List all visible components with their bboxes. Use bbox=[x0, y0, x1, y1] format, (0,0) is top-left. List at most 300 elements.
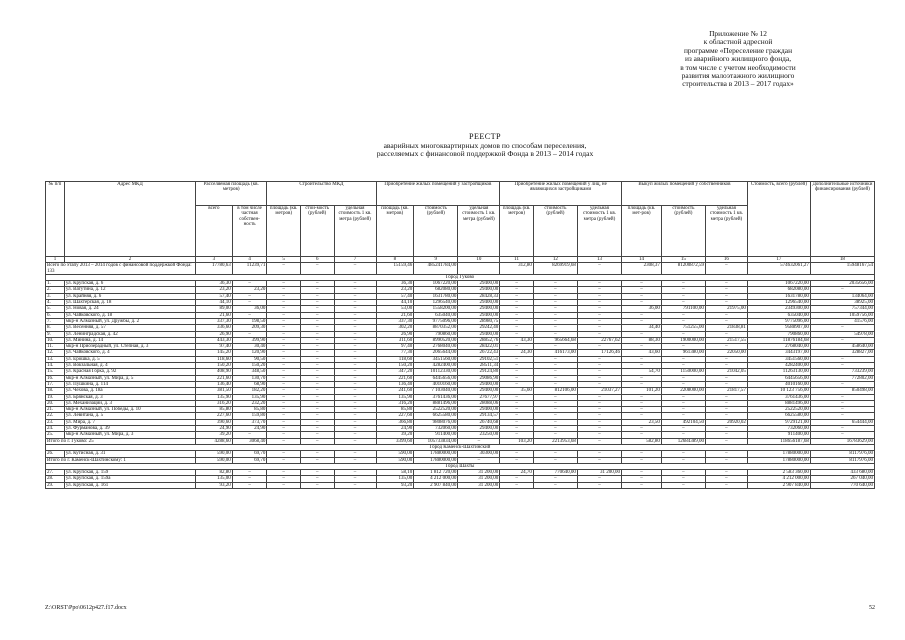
table-cell: – bbox=[300, 375, 334, 381]
table-cell: 4 212 000,00 bbox=[414, 476, 458, 482]
appendix-line: в том числе с учетом необходимости bbox=[680, 62, 796, 72]
table-cell: 751255,00 bbox=[661, 325, 705, 331]
table-cell: 3761436,00 bbox=[414, 394, 458, 400]
table-cell: – bbox=[300, 419, 334, 425]
table-cell: – bbox=[622, 400, 662, 406]
table-cell: – bbox=[267, 470, 301, 476]
table-cell: – bbox=[500, 331, 534, 337]
table-cell: – bbox=[661, 312, 705, 318]
table-cell: 732060,00 bbox=[747, 426, 810, 432]
table-cell: ул. Весенняя, д. 57 bbox=[64, 325, 195, 331]
table-cell: 1296540,00 bbox=[747, 300, 810, 306]
registry-subtitle-1: аварийных многоквартирных домов по способам переселения, bbox=[383, 140, 587, 150]
table-cell: – bbox=[622, 293, 662, 299]
table-cell: 29. bbox=[46, 482, 65, 488]
table-cell: – bbox=[267, 375, 301, 381]
table-cell: – bbox=[533, 356, 577, 362]
col-num-header: № п/п bbox=[46, 182, 65, 257]
table-cell: – bbox=[705, 413, 747, 419]
table-cell: 381,50 bbox=[196, 388, 233, 394]
table-cell: 582,80 bbox=[622, 438, 662, 444]
table-cell: 732060,00 bbox=[414, 426, 458, 432]
table-cell: – bbox=[577, 482, 621, 488]
table-cell: 29400,00 bbox=[458, 426, 500, 432]
table-cell: – bbox=[500, 394, 534, 400]
table-cell: 458640,00 bbox=[810, 344, 874, 350]
table-cell: 135,90 bbox=[196, 394, 233, 400]
table-cell: 21,60 bbox=[196, 312, 233, 318]
table-cell: 5. bbox=[46, 306, 65, 312]
document-title bbox=[250, 133, 720, 159]
table-cell: 337,30 bbox=[376, 318, 414, 324]
table-cell: 29400,00 bbox=[458, 300, 500, 306]
table-cell: 4. bbox=[46, 300, 65, 306]
table-cell: 198,50 bbox=[232, 318, 267, 324]
table-cell: 4010160,00 bbox=[414, 381, 458, 387]
table-cell: 20920,02 bbox=[705, 419, 747, 425]
table-cell: – bbox=[705, 375, 747, 381]
table-cell: ул. Крайняя, д. 6 bbox=[64, 293, 195, 299]
table-cell: – bbox=[577, 413, 621, 419]
table-cell: – bbox=[500, 369, 534, 375]
table-cell: – bbox=[267, 476, 301, 482]
table-cell: 17880000,00 bbox=[414, 451, 458, 457]
table-cell: – bbox=[334, 457, 376, 463]
col-extra-sources-header: Дополнительные источники финансирования (рублей) bbox=[810, 182, 874, 257]
table-cell: – bbox=[232, 331, 267, 337]
table-cell: 36,00 bbox=[622, 306, 662, 312]
table-cell: – bbox=[334, 281, 376, 287]
table-cell: 27677,97 bbox=[458, 394, 500, 400]
table-cell: 18. bbox=[46, 388, 65, 394]
table-cell: – bbox=[577, 306, 621, 312]
table-cell: – bbox=[334, 331, 376, 337]
table-cell: 17880000,00 bbox=[747, 457, 810, 463]
table-cell: – bbox=[810, 432, 874, 438]
table-cell: ул. Пушкина, д. 114 bbox=[64, 381, 195, 387]
table-cell: – bbox=[622, 413, 662, 419]
table-cell: – bbox=[661, 400, 705, 406]
table-cell: 17880000,00 bbox=[414, 457, 458, 463]
table-cell: – bbox=[300, 318, 334, 324]
table-cell: 29400,00 bbox=[458, 388, 500, 394]
header-row-1 bbox=[46, 182, 875, 206]
table-cell: – bbox=[334, 300, 376, 306]
table-cell: – bbox=[267, 331, 301, 337]
table-cell: 10 123 756,00 bbox=[747, 388, 810, 394]
table-cell: 15 bbox=[661, 257, 705, 263]
table-cell: ул. Чайковского, д. 4 bbox=[64, 350, 195, 356]
table-cell: 6625580,00 bbox=[414, 413, 458, 419]
table-cell: – bbox=[705, 312, 747, 318]
table-cell: 21037,27 bbox=[577, 388, 621, 394]
table-cell: 1059756,00 bbox=[810, 312, 874, 318]
table-cell: 1558200,00 bbox=[414, 306, 458, 312]
table-cell: – bbox=[661, 344, 705, 350]
table-cell: 4 212 000,00 bbox=[747, 476, 810, 482]
table-cell: – bbox=[334, 394, 376, 400]
table-cell: 10 bbox=[458, 257, 500, 263]
table-cell: 20. bbox=[46, 400, 65, 406]
table-cell: – bbox=[334, 419, 376, 425]
table-cell: – bbox=[533, 451, 577, 457]
table-cell: – bbox=[458, 438, 500, 444]
table-cell: – bbox=[533, 482, 577, 488]
table-cell: – bbox=[267, 337, 301, 343]
table-cell: ул. Чехова, д. 18а bbox=[64, 388, 195, 394]
table-cell: ул. Левитана, д. 5 bbox=[64, 413, 195, 419]
table-cell: – bbox=[334, 413, 376, 419]
table-cell: 408,90 bbox=[196, 369, 233, 375]
table-cell: 2 bbox=[64, 257, 195, 263]
table-cell: ул. Крупская, д. 161 bbox=[64, 482, 195, 488]
table-cell: 590,00 bbox=[196, 457, 233, 463]
table-cell: – bbox=[334, 344, 376, 350]
table-cell: – bbox=[705, 407, 747, 413]
table-cell: 11. bbox=[46, 344, 65, 350]
table-cell: 17 bbox=[747, 257, 810, 263]
table-cell: – bbox=[334, 432, 376, 438]
table-cell: 30,40 bbox=[232, 344, 267, 350]
table-cell: – bbox=[533, 300, 577, 306]
table-cell: 682080,00 bbox=[747, 287, 810, 293]
table-cell: – bbox=[500, 413, 534, 419]
table-cell: 97,40 bbox=[376, 344, 414, 350]
table-cell: 790860,00 bbox=[747, 331, 810, 337]
table-cell: – bbox=[622, 375, 662, 381]
table-cell: – bbox=[533, 318, 577, 324]
table-cell: – bbox=[577, 312, 621, 318]
table-cell: 2208000,00 bbox=[661, 388, 705, 394]
table-cell: – bbox=[810, 413, 874, 419]
table-cell: – bbox=[300, 356, 334, 362]
table-cell: 7. bbox=[46, 318, 65, 324]
table-cell: 209,30 bbox=[232, 325, 267, 331]
table-cell: 54978,00 bbox=[810, 331, 874, 337]
table-cell: 81200872,59 bbox=[661, 263, 705, 275]
table-cell: – bbox=[334, 476, 376, 482]
table-cell: – bbox=[334, 369, 376, 375]
table-cell: – bbox=[334, 438, 376, 444]
table-cell: 28511,34 bbox=[458, 363, 500, 369]
table-cell: 1150000,00 bbox=[661, 369, 705, 375]
table-cell: – bbox=[577, 356, 621, 362]
table-cell: – bbox=[533, 432, 577, 438]
table-cell: 1631780,00 bbox=[414, 293, 458, 299]
table-cell: – bbox=[622, 363, 662, 369]
table-cell: – bbox=[500, 457, 534, 463]
appendix-block bbox=[613, 30, 863, 89]
table-cell: 492104,50 bbox=[661, 419, 705, 425]
table-cell: – bbox=[705, 457, 747, 463]
table-cell: – bbox=[267, 306, 301, 312]
table-cell: 23,20 bbox=[376, 287, 414, 293]
table-cell: 2065644,00 bbox=[414, 350, 458, 356]
table-cell: – bbox=[533, 394, 577, 400]
table-cell: мкр-н Приозерадный, ул. Степная, д. 3 bbox=[64, 344, 195, 350]
table-cell: – bbox=[661, 375, 705, 381]
file-path: Z:\ORST\Ppo\0612p427.f17.docx bbox=[45, 605, 127, 611]
table-cell: 11 bbox=[500, 257, 534, 263]
table-cell: 8881496,00 bbox=[747, 400, 810, 406]
table-cell: – bbox=[300, 337, 334, 343]
table-cell: – bbox=[705, 400, 747, 406]
table-cell: Город Шахты bbox=[46, 463, 875, 469]
table-cell: – bbox=[500, 312, 534, 318]
table-cell: 9588907,00 bbox=[747, 325, 810, 331]
table-cell: – bbox=[577, 263, 621, 275]
table-cell: 39,20 bbox=[196, 432, 233, 438]
table-cell: – bbox=[577, 381, 621, 387]
table-cell: – bbox=[267, 312, 301, 318]
table-cell: 118,60 bbox=[196, 356, 233, 362]
table-cell: 23,20 bbox=[196, 287, 233, 293]
table-cell: – bbox=[500, 432, 534, 438]
table-cell: 21817,57 bbox=[705, 388, 747, 394]
table-cell: 790860,00 bbox=[414, 331, 458, 337]
table-cell: – bbox=[533, 413, 577, 419]
table-cell: – bbox=[622, 470, 662, 476]
table-cell: 150,20 bbox=[196, 363, 233, 369]
table-cell: – bbox=[267, 350, 301, 356]
table-cell: – bbox=[622, 344, 662, 350]
table-cell: – bbox=[267, 281, 301, 287]
table-cell: – bbox=[232, 281, 267, 287]
table-cell: 11263130,00 bbox=[747, 369, 810, 375]
table-cell: 3 bbox=[196, 257, 233, 263]
table-cell: – bbox=[661, 356, 705, 362]
col-area-private: в том числе частная собствен-ность bbox=[232, 206, 267, 257]
table-cell: – bbox=[500, 400, 534, 406]
table-cell: – bbox=[267, 325, 301, 331]
table-cell: 635040,00 bbox=[414, 312, 458, 318]
table-cell: 23. bbox=[46, 419, 65, 425]
table-cell: 3451560,00 bbox=[747, 356, 810, 362]
table-cell: 25. bbox=[46, 432, 65, 438]
table-cell: – bbox=[300, 263, 334, 275]
table-cell: 22050,00 bbox=[705, 350, 747, 356]
table-cell: 68,90 bbox=[232, 381, 267, 387]
table-cell: 1067220,00 bbox=[414, 281, 458, 287]
table-cell: 26. bbox=[46, 451, 65, 457]
table-cell: – bbox=[500, 356, 534, 362]
table-cell: – bbox=[300, 394, 334, 400]
table-cell: 29400,00 bbox=[458, 407, 500, 413]
table-cell: 36,30 bbox=[196, 281, 233, 287]
appendix-line: к областной адресной bbox=[703, 37, 773, 47]
col-build-cost: стои-мость (рублей) bbox=[300, 206, 334, 257]
table-cell: – bbox=[577, 325, 621, 331]
table-cell: – bbox=[661, 381, 705, 387]
table-cell: – bbox=[622, 407, 662, 413]
table-cell: 791100,00 bbox=[661, 306, 705, 312]
col-buyout-unit: удельная стоимость 1 кв. метра (рублей) bbox=[705, 206, 747, 257]
table-cell: 24,70 bbox=[500, 470, 534, 476]
table-cell: – bbox=[622, 476, 662, 482]
col-build-area: площадь (кв. метров) bbox=[267, 206, 301, 257]
table-cell: – bbox=[705, 451, 747, 457]
table-cell: 17. bbox=[46, 381, 65, 387]
table-cell: ул. Шахтерская, д. 18 bbox=[64, 300, 195, 306]
table-cell: 3399,60 bbox=[376, 438, 414, 444]
table-cell: – bbox=[705, 438, 747, 444]
appendix-line: строительства в 2013 – 2017 годах» bbox=[682, 79, 794, 89]
table-cell: – bbox=[705, 300, 747, 306]
col-buyout-area: площадь (кв. мет-ров) bbox=[622, 206, 662, 257]
table-cell: – bbox=[577, 394, 621, 400]
table-cell: – bbox=[334, 375, 376, 381]
table-cell: – bbox=[267, 413, 301, 419]
table-cell: – bbox=[267, 482, 301, 488]
table-cell: – bbox=[500, 375, 534, 381]
table-cell: ул. Минина, д. 14 bbox=[64, 337, 195, 343]
table-cell: – bbox=[232, 476, 267, 482]
table-cell: 3068,40 bbox=[232, 438, 267, 444]
table-cell: ул. Кутисная, д. 31 bbox=[64, 451, 195, 457]
table-cell: – bbox=[334, 363, 376, 369]
appendix-line: программе «Переселение граждан bbox=[683, 45, 793, 55]
table-cell: – bbox=[705, 432, 747, 438]
col-build-group-header: Строительство МКД bbox=[267, 182, 376, 206]
table-cell: – bbox=[334, 318, 376, 324]
table-cell: – bbox=[300, 407, 334, 413]
table-cell: 43,60 bbox=[622, 350, 662, 356]
table-cell: – bbox=[500, 476, 534, 482]
table-cell: – bbox=[500, 381, 534, 387]
table-cell: 88,30 bbox=[622, 337, 662, 343]
table-cell: 35,60 bbox=[500, 388, 534, 394]
table-cell: 23,50 bbox=[622, 419, 662, 425]
registry-title: РЕЕСТР bbox=[469, 132, 501, 141]
table-cell: – bbox=[661, 300, 705, 306]
page-number: 52 bbox=[869, 605, 875, 611]
table-cell: – bbox=[334, 381, 376, 387]
table-cell: мкр-н Алмазный, ул. Мира, д. 3 bbox=[64, 432, 195, 438]
table-cell: – bbox=[577, 300, 621, 306]
table-cell: 29400,00 bbox=[458, 312, 500, 318]
table-cell: – bbox=[500, 300, 534, 306]
table-cell: – bbox=[300, 369, 334, 375]
table-cell: – bbox=[705, 476, 747, 482]
table-cell: 7 103040,00 bbox=[414, 388, 458, 394]
table-cell: – bbox=[705, 356, 747, 362]
table-cell: 227,60 bbox=[196, 413, 233, 419]
table-cell: 85,80 bbox=[196, 407, 233, 413]
table-cell: 31 200,00 bbox=[458, 470, 500, 476]
table-cell: – bbox=[810, 325, 874, 331]
table-cell: 26,90 bbox=[196, 331, 233, 337]
table-cell: – bbox=[705, 318, 747, 324]
table-cell: – bbox=[300, 438, 334, 444]
col-area-total: всего bbox=[196, 206, 233, 257]
table-cell: – bbox=[705, 281, 747, 287]
table-cell: 6445656,00 bbox=[747, 375, 810, 381]
table-cell: ул. Фурманова, д. 39 bbox=[64, 426, 195, 432]
table-cell: – bbox=[622, 318, 662, 324]
table-cell: – bbox=[577, 369, 621, 375]
table-cell: 29242,40 bbox=[458, 325, 500, 331]
table-cell: 12684389,00 bbox=[661, 438, 705, 444]
table-cell: 433 680,00 bbox=[810, 470, 874, 476]
table-cell: – bbox=[622, 426, 662, 432]
table-cell: – bbox=[661, 363, 705, 369]
table-cell: 24,90 bbox=[196, 426, 233, 432]
table-cell: ул. Чайковского, д. 18 bbox=[64, 312, 195, 318]
table-cell: – bbox=[533, 344, 577, 350]
col-other-area: площадь (кв. метров) bbox=[500, 206, 534, 257]
table-cell: 443,30 bbox=[196, 337, 233, 343]
table-cell: 159,80 bbox=[232, 413, 267, 419]
table-cell: 29102,51 bbox=[458, 356, 500, 362]
table-cell: 13. bbox=[46, 356, 65, 362]
table-cell: – bbox=[705, 426, 747, 432]
table-cell: 44,10 bbox=[196, 300, 233, 306]
table-cell: Город Каменск-Шахтинский bbox=[46, 444, 875, 450]
table-cell: – bbox=[500, 287, 534, 293]
table-cell: 10112330,00 bbox=[414, 369, 458, 375]
table-cell: – bbox=[577, 400, 621, 406]
table-cell: 8117976,00 bbox=[810, 451, 874, 457]
table-cell: 28428,33 bbox=[458, 293, 500, 299]
table-cell: 241,60 bbox=[376, 388, 414, 394]
table-cell: 2213953,68 bbox=[533, 438, 577, 444]
col-cost-total-header: Стоимость, всего (рублей) bbox=[747, 182, 810, 257]
table-cell: 416173,00 bbox=[533, 350, 577, 356]
table-cell: 82,80 bbox=[196, 470, 233, 476]
col-dev-cost: стоимость (рублей) bbox=[414, 206, 458, 257]
table-cell: – bbox=[300, 350, 334, 356]
table-cell: 53,00 bbox=[376, 306, 414, 312]
table-cell: 16. bbox=[46, 375, 65, 381]
table-cell: – bbox=[500, 407, 534, 413]
table-cell: 31 200,00 bbox=[458, 482, 500, 488]
table-cell: – bbox=[810, 381, 874, 387]
table-cell: 4282400,00 bbox=[747, 363, 810, 369]
table-cell: – bbox=[334, 400, 376, 406]
table-cell: – bbox=[300, 331, 334, 337]
table-cell: 118,60 bbox=[376, 356, 414, 362]
table-cell: 221,60 bbox=[376, 375, 414, 381]
table-cell: – bbox=[334, 470, 376, 476]
table-cell: 182,20 bbox=[232, 388, 267, 394]
table-cell: 366,80 bbox=[376, 419, 414, 425]
table-cell: 16783629,00 bbox=[810, 438, 874, 444]
table-cell: – bbox=[577, 407, 621, 413]
table-cell: 14 bbox=[622, 257, 662, 263]
table-cell: 29400,00 bbox=[458, 331, 500, 337]
table-cell: 6625580,00 bbox=[747, 413, 810, 419]
table-cell: 961380,00 bbox=[661, 350, 705, 356]
table-cell: 8881496,00 bbox=[414, 400, 458, 406]
table-cell: 105733834,00 bbox=[414, 438, 458, 444]
table-cell: – bbox=[334, 407, 376, 413]
table-cell: – bbox=[300, 451, 334, 457]
table-cell: ул. Красная Горка, д. 92 bbox=[64, 369, 195, 375]
table-cell: – bbox=[334, 350, 376, 356]
table-cell: – bbox=[705, 470, 747, 476]
table-cell: 36,30 bbox=[376, 281, 414, 287]
table-cell: – bbox=[533, 281, 577, 287]
table-cell: – bbox=[334, 263, 376, 275]
table-cell: 69,70 bbox=[232, 457, 267, 463]
table-cell: – bbox=[300, 293, 334, 299]
table-cell: – bbox=[577, 318, 621, 324]
table-cell: – bbox=[334, 337, 376, 343]
table-row bbox=[46, 482, 875, 488]
table-cell: – bbox=[622, 457, 662, 463]
table-cell: – bbox=[267, 293, 301, 299]
table-cell: – bbox=[705, 363, 747, 369]
